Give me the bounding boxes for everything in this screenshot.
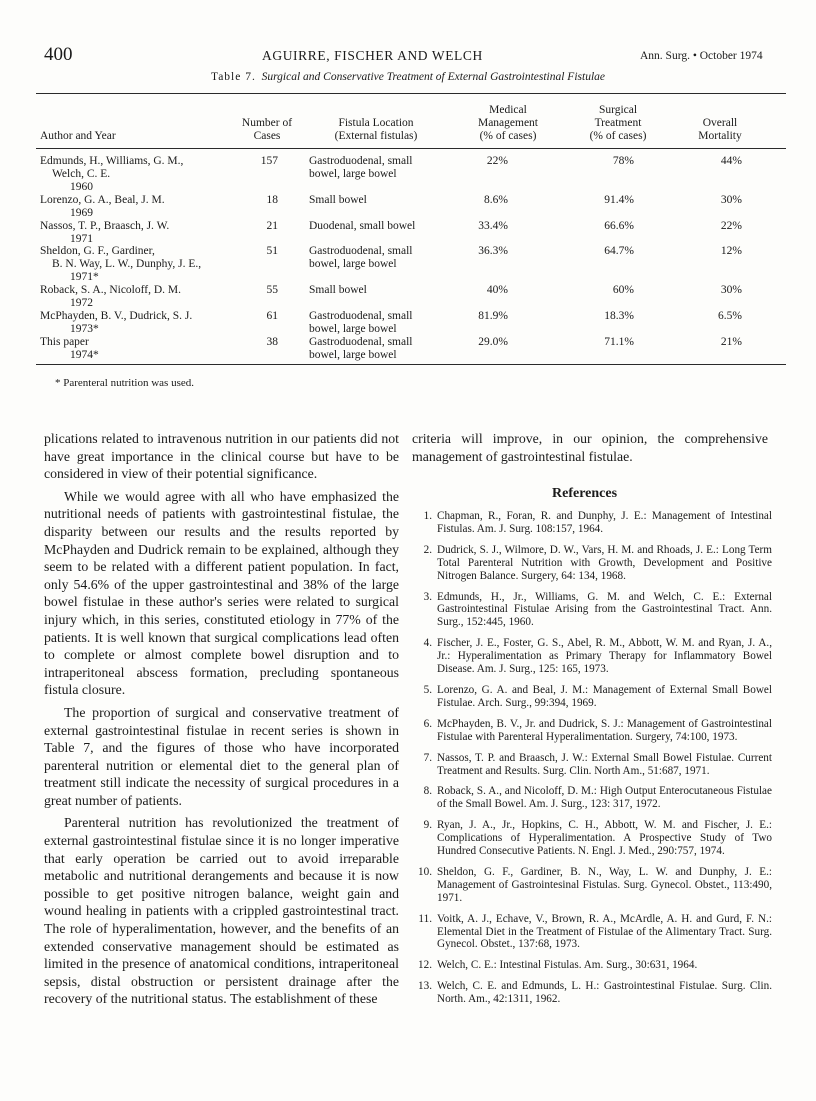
- running-header-journal: Ann. Surg. • October 1974: [640, 50, 763, 62]
- reference-item: 2. Dudrick, S. J., Wilmore, D. W., Vars, H. M. and Rhoads, J. E.: Long Term Total Parenteral Nutrition with Growth, Development and Positive Nitrogen Balance. Surgery, 64: 134, 1968.: [423, 543, 772, 582]
- right-column-text: criteria will improve, in our opinion, the comprehensive management of gastrointestinal fistulae.: [412, 431, 768, 464]
- reference-item: 7. Nassos, T. P. and Braasch, J. W.: External Small Bowel Fistulae. Current Treatment and Results. Surg. Clin. North Am., 51:687, 1971.: [423, 751, 772, 777]
- table-footnote: * Parenteral nutrition was used.: [55, 377, 194, 389]
- reference-item: 11. Voitk, A. J., Echave, V., Brown, R. A., McArdle, A. H. and Gurd, F. N.: Elemental Diet in the Treatment of Fistulae of the Alimentary Tract. Surg. Gynecol. Obstet., 137:68, 1973.: [418, 912, 772, 951]
- table-top-rule: [36, 93, 786, 94]
- page-number: 400: [44, 44, 73, 65]
- table-label: Table 7.: [210, 71, 256, 83]
- col-header-medical: Medical Management (% of cases): [477, 104, 539, 142]
- paragraph: plications related to intravenous nutrition in our patients did not have great importance in the clinical course but have to be considered in view of their potential significance.: [44, 431, 399, 482]
- paragraph: The proportion of surgical and conservative treatment of external gastrointestinal fistulae in recent series is shown in Table 7, and the figures of those who have incorporated parenteral nutrition or elemental diet to the general plan of treatment still indicate the necessity of surgical procedures in a great number of patients.: [44, 704, 399, 808]
- col-header-author: Author and Year: [40, 130, 116, 142]
- reference-item: 13. Welch, C. E. and Edmunds, L. H.: Gastrointestinal Fistulae. Surg. Clin. North. Am., 42:1311, 1962.: [418, 980, 772, 1006]
- reference-item: 3. Edmunds, H., Jr., Williams, G. M. and Welch, C. E.: External Gastrointestinal Fistulae Arising from the Gastrointestinal Tract. Ann. Surg., 152:445, 1960.: [423, 590, 772, 629]
- table-bottom-rule: [36, 364, 786, 365]
- table-header-rule: [36, 148, 786, 149]
- paragraph: While we would agree with all who have emphasized the nutritional needs of patients with gastrointestinal fistulae, the disparity between our results and the results reported by McPhayden and Dudrick remain to be explained, although they seem to be related with a different patient population. In fact, only 54.6% of the upper gastrointestinal and 38% of the large bowel fistulae in these author's series were related to surgical injury which, in this series, constituted etiology in 77% of the patients. It is well known that surgical complications lead often to complete or almost complete bowel disruption and to intraperitoneal abscess formation, precluding spontaneous fistula closure.: [44, 488, 399, 698]
- table-title: Surgical and Conservative Treatment of External Gastrointestinal Fistulae: [261, 71, 605, 83]
- reference-item: 9. Ryan, J. A., Jr., Hopkins, C. H., Abbott, W. M. and Fischer, J. E.: Complications of Hyperalimentation. A Prospective Study of Two Hundred Consecutive Patients. N. Engl. J. Med., 290:757, 1974.: [423, 819, 772, 858]
- reference-item: 4. Fischer, J. E., Foster, G. S., Abel, R. M., Abbott, W. M. and Ryan, J. A., Jr.: Hyperalimentation as Primary Therapy for Inflammatory Bowel Disease. Am. J. Surg., 125: 165, 1973.: [423, 637, 772, 676]
- col-header-location: Fistula Location (External fistulas): [334, 117, 418, 142]
- reference-item: 8. Roback, S. A., and Nicoloff, D. M.: High Output Enterocutaneous Fistulae of the Small Bowel. Am. J. Surg., 123: 317, 1972.: [423, 785, 772, 811]
- reference-list: [412, 510, 772, 1014]
- table-caption: [0, 71, 816, 83]
- reference-item: 12. Welch, C. E.: Intestinal Fistulas. Am. Surg., 30:631, 1964.: [418, 959, 698, 972]
- col-header-cases: Number of Cases: [241, 117, 293, 142]
- references-heading: References: [552, 486, 618, 501]
- reference-item: 5. Lorenzo, G. A. and Beal, J. M.: Management of External Small Bowel Fistulae. Arch. Surg., 99:394, 1969.: [423, 683, 772, 709]
- col-header-surgical: Surgical Treatment (% of cases): [589, 104, 647, 142]
- left-column: [44, 430, 399, 1008]
- reference-item: 10. Sheldon, G. F., Gardiner, B. N., Way, L. W. and Dunphy, J. E.: Management of Gastrointesinal Fistulas. Surg. Gynecol. Obstet., 113:490, 1971.: [418, 865, 772, 904]
- reference-item: 1. Chapman, R., Foran, R. and Dunphy, J. E.: Management of Intestinal Fistulas. Am. J. Surg. 108:157, 1964.: [423, 510, 772, 535]
- col-header-mortality: Overall Mortality: [698, 117, 742, 142]
- running-header-authors: AGUIRRE, FISCHER AND WELCH: [262, 48, 483, 63]
- reference-item: 6. McPhayden, B. V., Jr. and Dudrick, S. J.: Management of Gastrointestinal Fistulae with Parenteral Hyperalimentation. Surgery, 74:100, 1973.: [423, 717, 772, 743]
- paragraph: Parenteral nutrition has revolutionized the treatment of external gastrointestinal fistulae since it is no longer imperative that early operation be carried out to avoid irreparable metabolic and nutritional derangements and because it is now possible to get positive nitrogen balance, weight gain and wound healing in patients with a crippled gastrointestinal tract. The role of hyperalimentation, however, and the benefits of an extended conservative management should be estimated as limited in the presence of anatomical conditions, intraperitoneal sepsis, distal obstruction or persistent drainage after the recovery of the nutritional status. The establishment of these: [44, 815, 399, 1007]
